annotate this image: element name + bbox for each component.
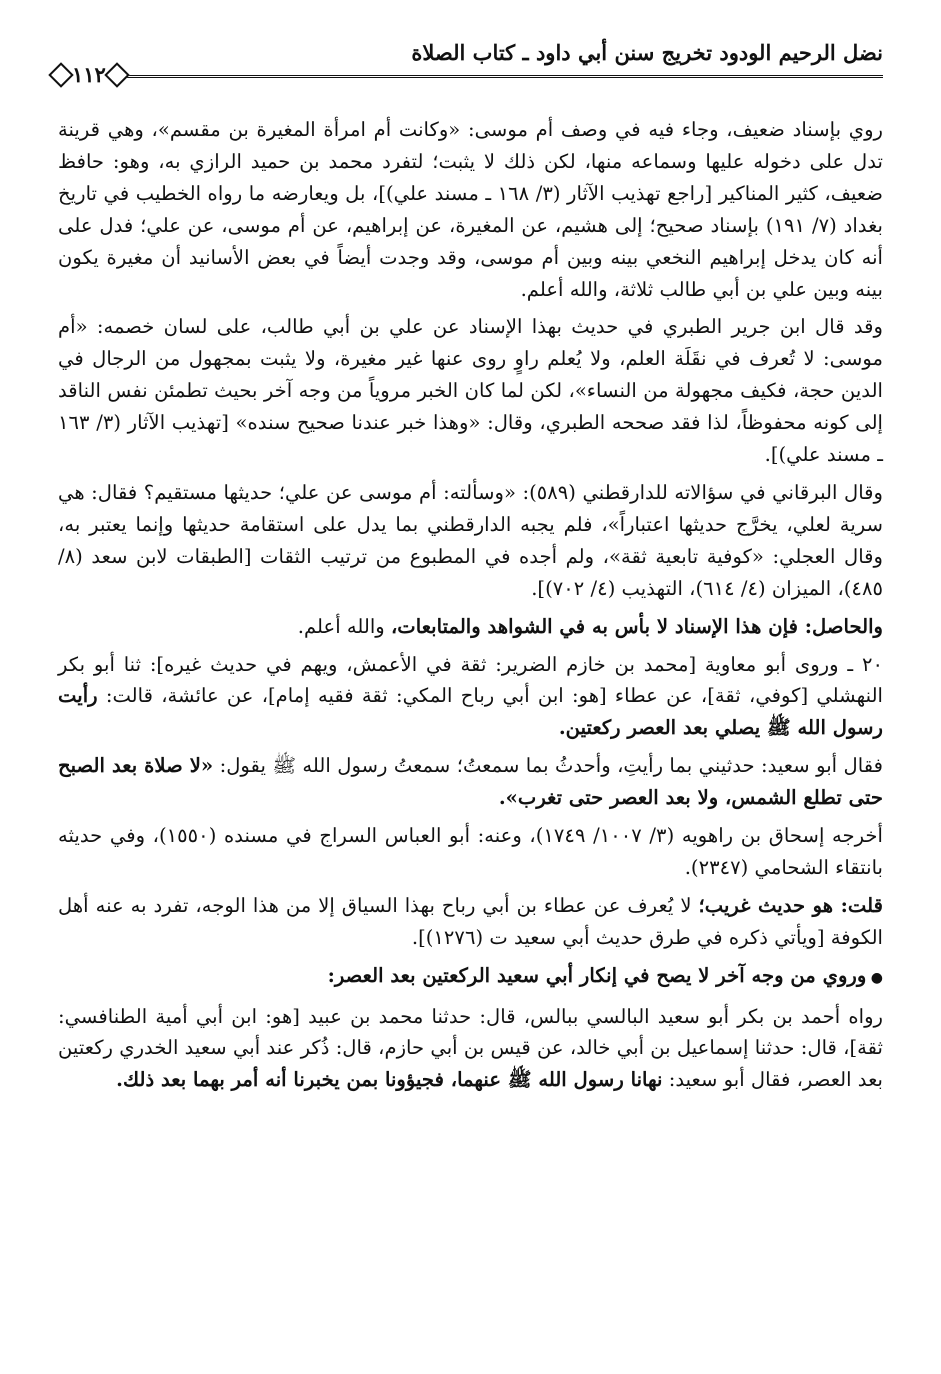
text-segment: أخرجه إسحاق بن راهويه (٣/ ١٠٠٧/ ١٧٤٩)، وعنه: أبو العباس السراج في مسنده (١٥٥٠)، وفي حديثه بانتقاء الشحامي (٢٣٤٧). [58,824,883,879]
text-segment: والله أعلم. [297,614,391,638]
text-segment: ٢٠ ـ وروى أبو معاوية [محمد بن خازم الضرير: ثقة في الأعمش، ويهم في حديث غيره]: ثنا أبو بكر النهشلي [كوفي، ثقة]، عن عطاء [هو: ابن أبي رباح المكي: ثقة فقيه إمام]، عن عائشة، قالت: [58,652,883,708]
paragraph [58,311,883,471]
paragraph [58,960,883,995]
running-title: نضل الرحيم الودود تخريج سنن أبي داود ـ كتاب الصلاة [411,40,883,65]
text-segment: وقد قال ابن جرير الطبري في حديث بهذا الإسناد عن علي بن أبي طالب، على لسان خصمه: «أم موسى: لا تُعرف في نقَلَة العلم، ولا يُعلم راوٍ روى عنها غير مغيرة، ولا يثبت بمجهول من الرجال في الدين حجة، فكيف مجهولة من النساء»، لكن لما كان الخبر مروياً من وجه آخر بحيث تطمئن نفس الناقد إلى كونه محفوظاً، لذا فقد صححه الطبري، وقال: «وهذا خبر عندنا صحيح سنده» [تهذيب الآثار (٣/ ١٦٣ ـ مسند علي)]. [58,315,883,467]
paragraph [58,611,883,643]
text-segment: فقال أبو سعيد: حدثيني بما رأيتِ، وأحدثُ بما سمعتُ؛ سمعتُ رسول الله ﷺ يقول: [213,754,883,778]
text-segment: روي بإسناد ضعيف، وجاء فيه في وصف أم موسى: «وكانت أم امرأة المغيرة بن مقسم»، وهي قرينة تدل على دخوله عليها وسماعه منها، لكن ذلك لا يثبت؛ لتفرد محمد بن حميد الرازي به، وهو: حافظ ضعيف، كثير المناكير [راجع تهذيب الآثار (٣/ ١٦٨ ـ مسند علي)]، بل ويعارضه ما رواه الخطيب في تاريخ بغداد (٧/ ١٩١) بإسناد صحيح؛ إلى هشيم، عن المغيرة، عن إبراهيم، عن أم موسى، عن علي؛ فدل على أنه كان يدخل إبراهيم النخعي بينه وبين أم موسى، وقد وجدت أيضاً في بعض الأسانيد أن مغيرة يكون بينه وبين علي بن أبي طالب ثلاثة، والله أعلم. [58,118,883,301]
bold-text-segment: وروي من وجه آخر لا يصح في إنكار أبي سعيد الركعتين بعد العصر: [327,963,867,987]
bold-text-segment: قلت: هو حديث غريب؛ [698,893,883,917]
header-rule [58,75,883,78]
text-segment: وقال البرقاني في سؤالاته للدارقطني (٥٨٩): «وسألته: أم موسى عن علي؛ حديثها مستقيم؟ فقال: هي سرية لعلي، يخرَّج حديثها اعتباراً»، فلم يجبه الدارقطني بما يدل على استقامة حديثها وإنما يعتبر به، وقال العجلي: «كوفية تابعية ثقة»، ولم أجده في المطبوع من ترتيب الثقات [الطبقات لابن سعد (٨/ ٤٨٥)، الميزان (٤/ ٦١٤)، التهذيب (٤/ ٧٠٢)]. [58,480,883,600]
paragraph [58,820,883,884]
page-body [58,114,883,1102]
paragraph [58,890,883,954]
paragraph [58,1001,883,1097]
text-segment: لا يُعرف عن عطاء بن أبي رباح بهذا السياق إلا من هذا الوجه، تفرد به عنه أهل الكوفة [ويأتي ذكره في طرق حديث أبي سعيد ت (١٢٧٦)]. [58,893,883,949]
bold-text-segment: رأيت رسول الله ﷺ يصلي بعد العصر ركعتين. [58,684,883,740]
paragraph [58,477,883,605]
page-number: ١١٢ [72,62,106,87]
paragraph [58,114,883,305]
paragraph [58,750,883,814]
paragraph [58,649,883,745]
bold-text-segment: «لا صلاة بعد الصبح حتى تطلع الشمس، ولا بعد العصر حتى تغرب». [58,754,883,810]
text-segment: رواه أحمد بن بكر أبو سعيد البالسي ببالس، قال: حدثنا محمد بن عبيد [هو: ابن أبي أمية الطنافسي: ثقة]، قال: حدثنا إسماعيل بن أبي خالد، عن قيس بن أبي حازم، قال: ذُكر عند أبي سعيد الخدري ركعتين بعد العصر، فقال أبو سعيد: [58,1004,883,1092]
page-number-ornament [58,62,120,88]
bold-text-segment: والحاصل: فإن هذا الإسناد لا بأس به في الشواهد والمتابعات، [390,614,883,638]
running-header [58,40,883,87]
bold-text-segment: نهانا رسول الله ﷺ عنهما، فجيؤونا بمن يخبرنا أنه أمر بهما بعد ذلك. [116,1068,663,1092]
